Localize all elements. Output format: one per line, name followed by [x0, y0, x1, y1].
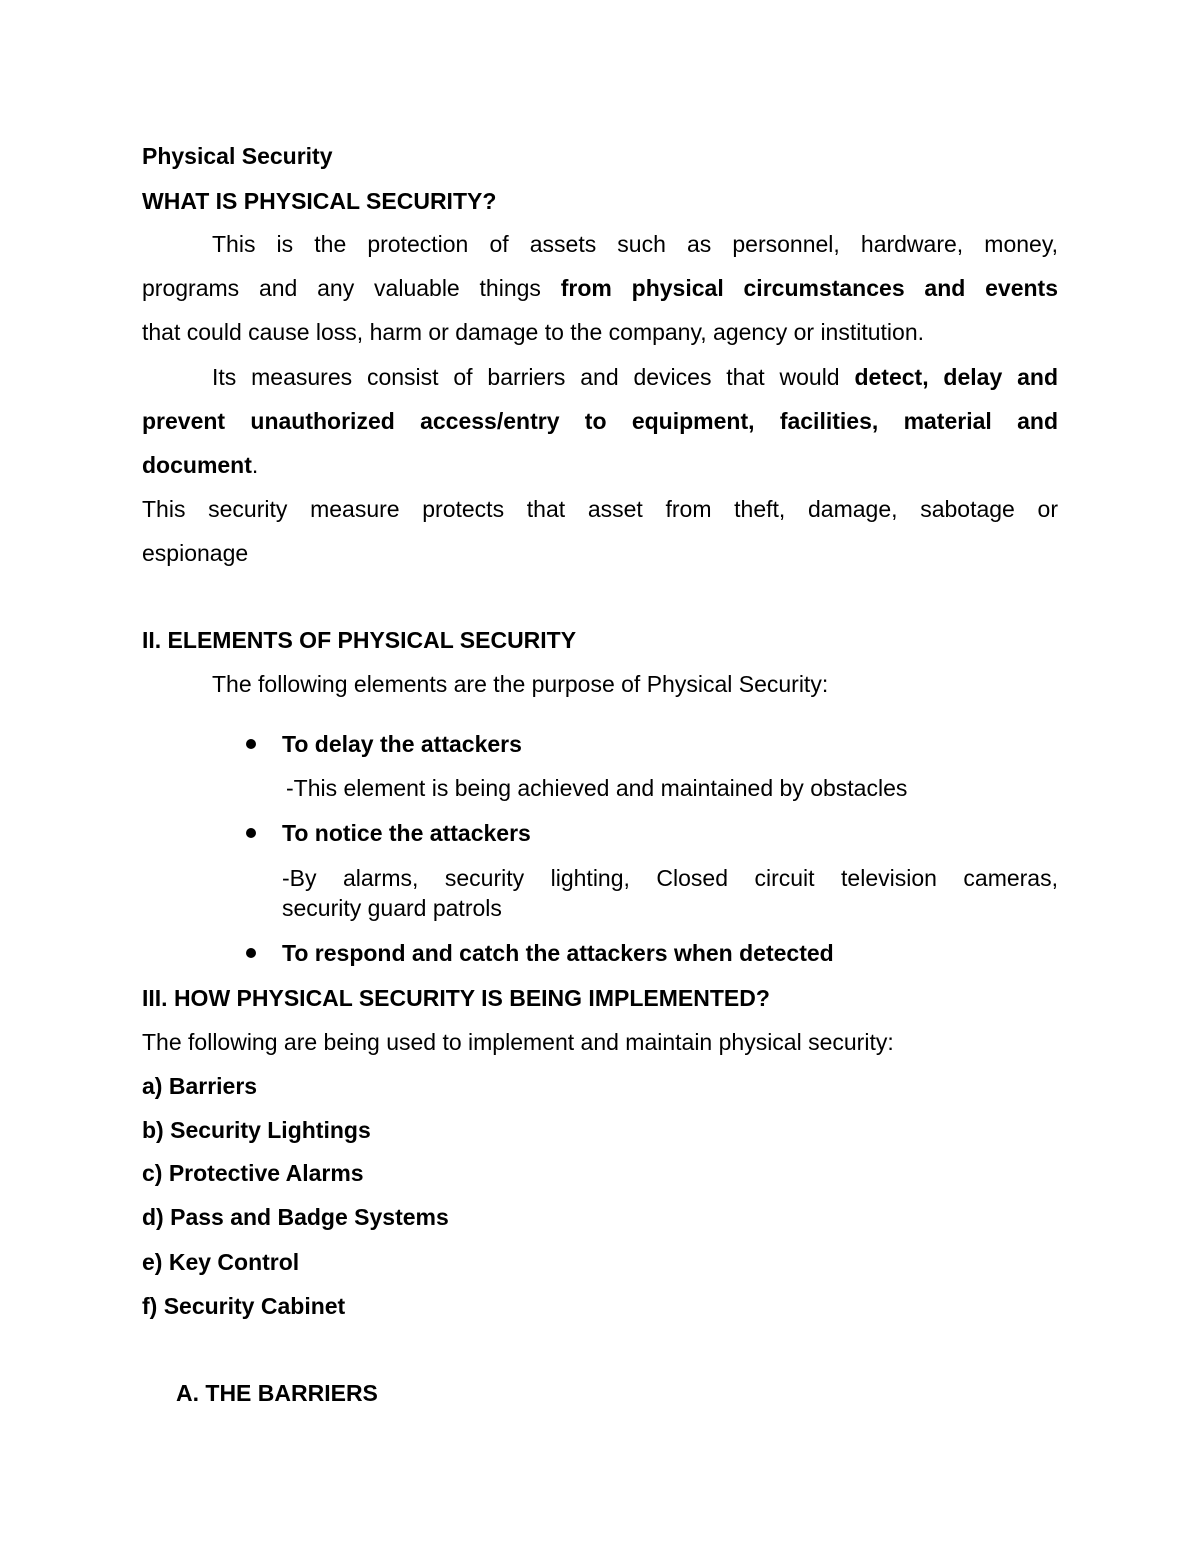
element-item-title: To notice the attackers [282, 820, 531, 846]
element-item-title: To delay the attackers [282, 731, 522, 757]
element-item-title: To respond and catch the attackers when detected [282, 940, 834, 966]
paragraph-1-emphasis: from physical circumstances and events [560, 275, 1058, 301]
paragraph-1-line-3: that could cause loss, harm or damage to the company, agency or institution. [142, 319, 924, 345]
paragraph-2-line-1 [212, 362, 1058, 392]
implemented-intro: The following are being used to implement and maintain physical security: [142, 1029, 894, 1055]
section-heading-elements: II. ELEMENTS OF PHYSICAL SECURITY [142, 627, 577, 653]
paragraph-2-line-2: prevent unauthorized access/entry to equipment, facilities, material and [142, 408, 1058, 434]
elements-intro: The following elements are the purpose of Physical Security: [212, 671, 829, 697]
paragraph-2-end-bold: document [142, 452, 252, 478]
section-heading-implemented: III. HOW PHYSICAL SECURITY IS BEING IMPLEMENTED? [142, 985, 770, 1011]
document-title: Physical Security [142, 143, 333, 169]
bullet-icon [246, 948, 256, 958]
implementation-list-item: a) Barriers [142, 1073, 258, 1099]
element-item-desc-cont: security guard patrols [282, 895, 502, 921]
paragraph-2-text: Its measures consist of barriers and devices that would [212, 364, 855, 390]
paragraph-2-line-3 [142, 450, 258, 480]
implementation-list-item: e) Key Control [142, 1249, 300, 1275]
section-heading-what-is: WHAT IS PHYSICAL SECURITY? [142, 188, 497, 214]
bullet-icon [246, 828, 256, 838]
element-item-desc: -This element is being achieved and maintained by obstacles [286, 775, 908, 801]
paragraph-1-line-1: This is the protection of assets such as personnel, hardware, money, [212, 231, 1058, 257]
paragraph-1-line-2 [142, 273, 1058, 303]
bullet-icon [246, 739, 256, 749]
implementation-list-item: f) Security Cabinet [142, 1293, 346, 1319]
implementation-list-item: d) Pass and Badge Systems [142, 1204, 449, 1230]
implementation-list-item: b) Security Lightings [142, 1117, 371, 1143]
element-item-desc: -By alarms, security lighting, Closed circuit television cameras, [282, 865, 1058, 891]
subsection-heading-barriers: A. THE BARRIERS [176, 1380, 378, 1406]
paragraph-2-emphasis: detect, delay and [854, 364, 1058, 390]
implementation-list-item: c) Protective Alarms [142, 1160, 364, 1186]
paragraph-3-line-2: espionage [142, 540, 249, 566]
paragraph-3-line-1: This security measure protects that asset from theft, damage, sabotage or [142, 496, 1058, 522]
paragraph-1-text: programs and any valuable things [142, 275, 561, 301]
paragraph-2-period: . [251, 452, 259, 478]
